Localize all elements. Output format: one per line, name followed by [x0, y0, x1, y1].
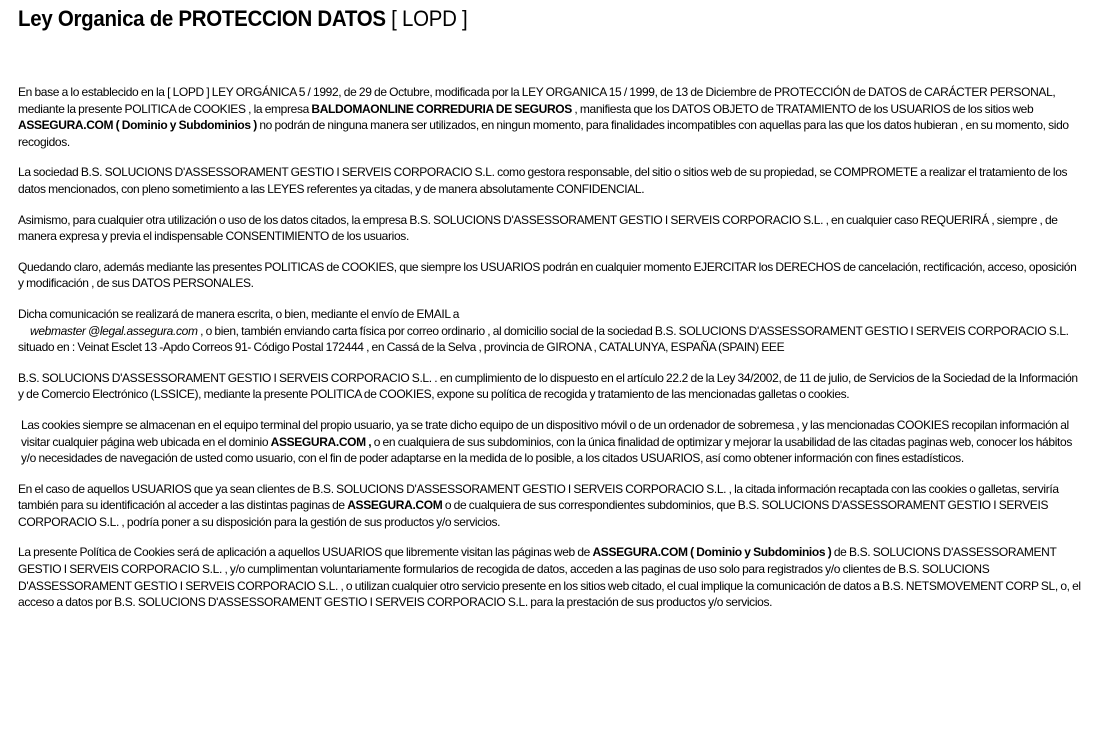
paragraph-text: La presente Política de Cookies será de aplicación a aquellos USUARIOS que libremente visitan las páginas web de — [18, 545, 593, 560]
page-title-main: Ley Organica de PROTECCION DATOS — [18, 6, 386, 31]
paragraph-text: o en cualquiera de sus subdominios, con la única finalidad de optimizar y mejorar la usabilidad de las citadas paginas web, conocer los hábitos y/o necesidades de navegación de usted como usuario, con el fin de poder adaptarse en la medida de lo posible, a los citados USUARIOS, así como obtener información con fines estadísticos. — [21, 434, 1072, 466]
website-domain: ASSEGURA.COM ( Dominio y Subdominios ) — [592, 545, 832, 560]
document-body — [18, 84, 1084, 625]
paragraph-contact — [18, 306, 1084, 356]
page-title-code: [ LOPD ] — [391, 6, 468, 31]
website-domain: ASSEGURA.COM , — [270, 434, 372, 449]
paragraph-text: Dicha comunicación se realizará de manera escrita, o bien, mediante el envío de EMAIL a — [18, 306, 460, 321]
paragraph-text: , manifiesta que los DATOS OBJETO de TRATAMIENTO de los USUARIOS de los sitios web — [571, 101, 1034, 116]
paragraph-text: En el caso de aquellos USUARIOS que ya sean clientes de B.S. SOLUCIONS D'ASSESSORAMENT GESTIO I SERVEIS CORPORACIO S.L. , la citada información recaptada con las cookies o galletas, serviría también para su identificación al acceder a las distintas paginas de — [18, 481, 1059, 513]
paragraph-lssice: B.S. SOLUCIONS D'ASSESSORAMENT GESTIO I SERVEIS CORPORACIO S.L. . en cumplimiento de lo dispuesto en el artículo 22.2 de la Ley 34/2002, de 11 de julio, de Servicios de la Sociedad de la Información y de Comercio Electrónico (LSSICE), mediante la presente POLITICA de COOKIES, expone su política de recogida y tratamiento de las mencionadas galletas o cookies. — [18, 370, 1078, 402]
paragraph-text: , o bien, también enviando carta física por correo ordinario , al domicilio social de la sociedad B.S. SOLUCIONS D'ASSESSORAMENT GESTIO I SERVEIS CORPORACIO S.L. situado en : Veinat Esclet 13 -Apdo Correos 91- Código Postal 172444 , en Cassá de la Selva , provincia de GIRONA , CATALUNYA, ESPAÑA (SPAIN) EEE — [18, 323, 1069, 355]
paragraph-text: o de cualquiera de sus correspondientes subdominios, que B.S. SOLUCIONS D'ASSESSORAMENT GESTIO I SERVEIS CORPORACIO S.L. , podría poner a su disposición para la gestión de sus productos y/o servicios. — [18, 498, 1049, 529]
website-domain: ASSEGURA.COM ( Dominio y Subdominios ) — [18, 118, 257, 133]
page-title — [18, 6, 467, 32]
paragraph-text: En base a lo establecido en la [ LOPD ] LEY ORGÁNICA 5 / 1992, de 29 de Octubre, modificada por la LEY ORGANICA 15 / 1999, de 13 de Diciembre de PROTECCIÓN de DATOS de CARÁCTER PERSONAL, mediante la presente POLITICA de COOKIES , la empresa — [18, 85, 1056, 116]
paragraph-scope — [18, 544, 1084, 610]
email-link[interactable]: webmaster @legal.assegura.com — [30, 323, 198, 338]
paragraph-text: no podrán de ninguna manera ser utilizados, en ningun momento, para finalidades incompatibles con aquellas para las que los datos hubieran , en su momento, sido recogidos. — [18, 118, 1069, 149]
paragraph-text: Las cookies siempre se almacenan en el equipo terminal del propio usuario, ya se trate dicho equipo de un dispositivo móvil o de un ordenador de sobremesa , y las mencionadas COOKIES recopilan información al visitar cualquier página web ubicada en el dominio — [21, 417, 1069, 449]
paragraph-text: de B.S. SOLUCIONS D'ASSESSORAMENT GESTIO I SERVEIS CORPORACIO S.L. , y/o cumplimentan voluntariamente formularios de recogida de datos, acceden a las paginas de uso solo para registrados y/o clientes de B.S. SOLUCIONS D'ASSESSORAMENT GESTIO I SERVEIS CORPORACIO S.L. , o utilizan cualquier otro servicio presente en los sitios web citado, el cual implique la comunicación de datos a B.S. NETSMOVEMENT CORP SL, o, el acceso a datos por B.S. SOLUCIONS D'ASSESSORAMENT GESTIO I SERVEIS CORPORACIO S.L. para la prestación de sus productos y/o servicios. — [18, 545, 1081, 610]
paragraph-responsible-company: La sociedad B.S. SOLUCIONS D'ASSESSORAMENT GESTIO I SERVEIS CORPORACIO S.L. como gestora responsable, del sitio o sitios web de su propiedad, se COMPROMETE a realizar el tratamiento de los datos mencionados, con pleno sometimiento a las LEYES referentes ya citadas, y de manera absolutamente CONFIDENCIAL. — [18, 165, 1068, 196]
paragraph-lopd-intro — [18, 84, 1084, 150]
website-domain: ASSEGURA.COM — [347, 498, 443, 513]
paragraph-clients — [18, 481, 1084, 531]
paragraph-rights: Quedando claro, además mediante las presentes POLITICAS de COOKIES, que siempre los USUARIOS podrán en cualquier momento EJERCITAR los DERECHOS de cancelación, rectificación, acceso, oposición y modificación , de sus DATOS PERSONALES. — [18, 259, 1077, 291]
paragraph-cookies-storage — [18, 417, 1084, 467]
company-name: BALDOMAONLINE CORREDURIA DE SEGUROS — [311, 101, 572, 116]
paragraph-consent: Asimismo, para cualquier otra utilización o uso de los datos citados, la empresa B.S. SOLUCIONS D'ASSESSORAMENT GESTIO I SERVEIS CORPORACIO S.L. , en cualquier caso REQUERIRÁ , siempre , de manera expresa y previa el indispensable CONSENTIMIENTO de los usuarios. — [18, 212, 1058, 244]
